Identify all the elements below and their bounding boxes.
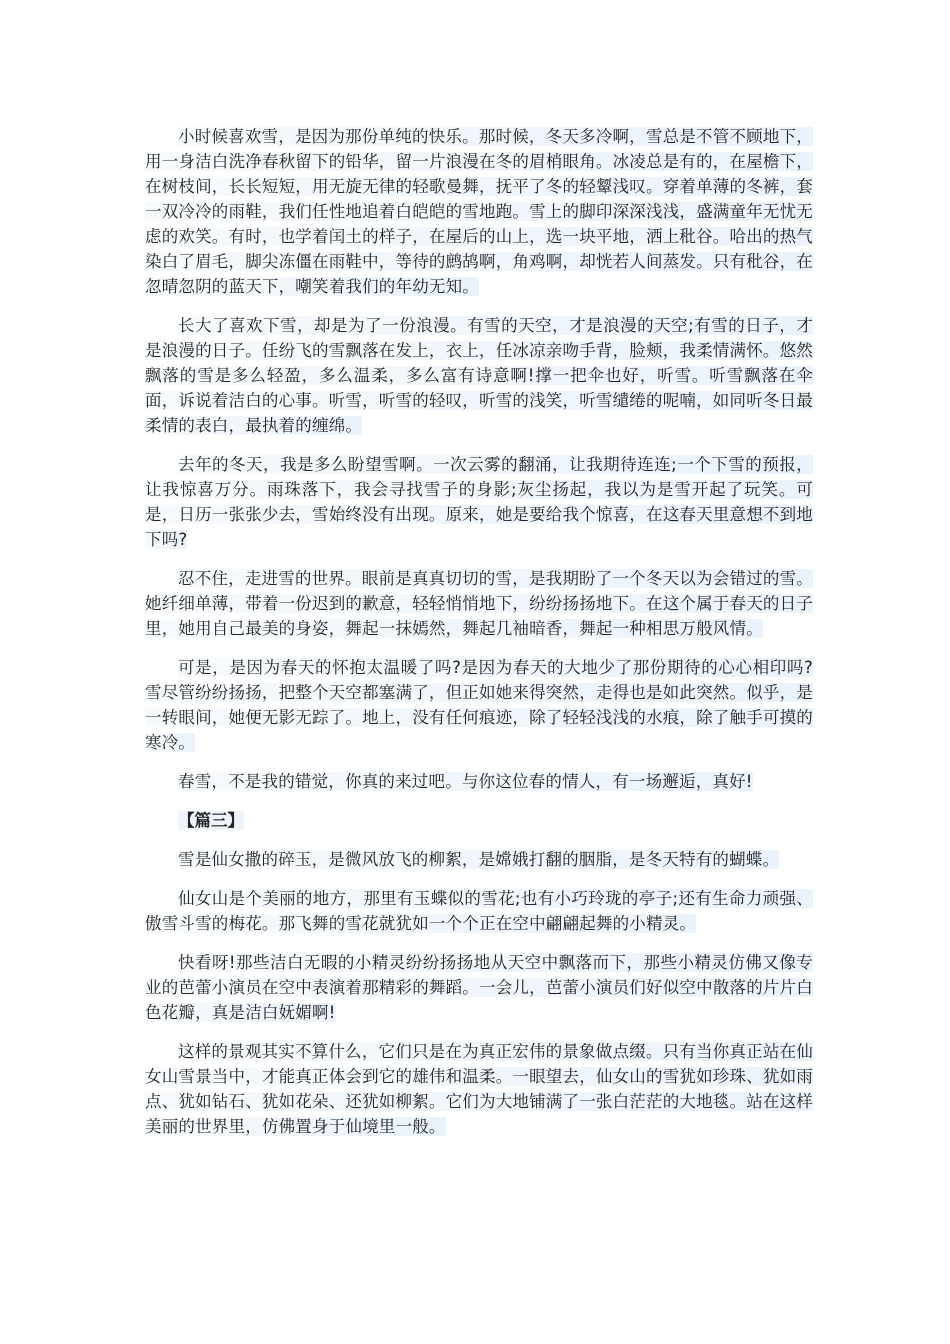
paragraph-text: 去年的冬天，我是多么盼望雪啊。一次云雾的翻涌，让我期待连连;一个下雪的预报，让我惊喜万分。雨珠落下，我会寻找雪子的身影;灰尘扬起，我以为是雪开起了玩笑。可是，日历一张张少去，雪始终没有出现。原来，她是要给我个惊喜，在这春天里意想不到地下吗? xyxy=(145,455,813,549)
paragraph-text: 长大了喜欢下雪，却是为了一份浪漫。有雪的天空，才是浪漫的天空;有雪的日子，才是浪漫的日子。任纷飞的雪飘落在发上，衣上，任冰凉亲吻手背，脸颊，我柔情满怀。悠然飘落的雪是多么轻盈，多么温柔，多么富有诗意啊!撑一把伞也好，听雪。听雪飘落在伞面，诉说着洁白的心事。听雪，听雪的轻叹，听雪的浅笑，听雪缱绻的呢喃，如同听冬日最柔情的表白，最执着的缠绵。 xyxy=(145,316,813,435)
paragraph-snow-metaphor xyxy=(145,847,813,872)
paragraph-text: 小时候喜欢雪，是因为那份单纯的快乐。那时候，冬天多冷啊，雪总是不管不顾地下，用一身洁白洗净春秋留下的铅华，留一片浪漫在冬的眉梢眼角。冰凌总是有的，在屋檐下，在树枝间，长长短短，用无旋无律的轻歌曼舞，抚平了冬的轻颦浅叹。穿着单薄的冬裤，套一双冷冷的雨鞋，我们任性地追着白皑皑的雪地跑。雪上的脚印深深浅浅，盛满童年无忧无虑的欢笑。有时，也学着闰土的样子，在屋后的山上，选一块平地，洒上秕谷。哈出的热气染白了眉毛，脚尖冻僵在雨鞋中，等待的鹧鸪啊，角鸡啊，却恍若人间蒸发。只有秕谷，在忽晴忽阴的蓝天下，嘲笑着我们的年幼无知。 xyxy=(145,127,813,296)
paragraph-text: 忍不住，走进雪的世界。眼前是真真切切的雪，是我期盼了一个冬天以为会错过的雪。她纤细单薄，带着一份迟到的歉意，轻轻悄悄地下，纷纷扬扬地下。在这个属于春天的日子里，她用自己最美的身姿，舞起一抹嫣然，舞起几袖暗香，舞起一种相思万般风情。 xyxy=(145,569,813,638)
paragraph-romantic-snow xyxy=(145,313,813,438)
paragraph-text: 这样的景观其实不算什么，它们只是在为真正宏伟的景象做点缀。只有当你真正站在仙女山雪景当中，才能真正体会到它的雄伟和温柔。一眼望去，仙女山的雪犹如珍珠、犹如雨点、犹如钻石、犹如花朵、还犹如柳絮。它们为大地铺满了一张白茫茫的大地毯。站在这样美丽的世界里，仿佛置身于仙境里一般。 xyxy=(145,1042,813,1136)
paragraph-fairy-mountain xyxy=(145,886,813,936)
paragraph-last-winter xyxy=(145,452,813,552)
paragraph-snow-world xyxy=(145,566,813,641)
paragraph-text: 雪是仙女撒的碎玉，是微风放飞的柳絮，是嫦娥打翻的胭脂，是冬天特有的蝴蝶。 xyxy=(178,850,780,869)
paragraph-text: 可是，是因为春天的怀抱太温暖了吗?是因为春天的大地少了那份期待的心心相印吗?雪尽管纷纷扬扬，把整个天空都塞满了，但正如她来得突然，走得也是如此突然。似乎，是一转眼间，她便无影无踪了。地上，没有任何痕迹，除了轻轻浅浅的水痕，除了触手可摸的寒冷。 xyxy=(145,658,813,752)
paragraph-text: 春雪，不是我的错觉，你真的来过吧。与你这位春的情人，有一场邂逅，真好! xyxy=(178,772,753,791)
paragraph-childhood-snow xyxy=(145,124,813,299)
paragraph-grand-scene xyxy=(145,1039,813,1139)
paragraph-text: 快看呀!那些洁白无暇的小精灵纷纷扬扬地从天空中飘落而下，那些小精灵仿佛又像专业的芭蕾小演员在空中表演着那精彩的舞蹈。一会儿，芭蕾小演员们好似空中散落的片片白色花瓣，真是洁白妩媚啊! xyxy=(145,953,813,1022)
paragraph-little-spirits xyxy=(145,950,813,1025)
paragraph-snow-gone xyxy=(145,655,813,755)
paragraph-spring-snow xyxy=(145,769,813,794)
section-title xyxy=(145,808,813,833)
paragraph-text: 仙女山是个美丽的地方，那里有玉蝶似的雪花;也有小巧玲珑的亭子;还有生命力顽强、傲雪斗雪的梅花。那飞舞的雪花就犹如一个个正在空中翩翩起舞的小精灵。 xyxy=(145,889,813,933)
document-page xyxy=(145,124,813,1153)
section-title-text: 【篇三】 xyxy=(178,811,244,830)
